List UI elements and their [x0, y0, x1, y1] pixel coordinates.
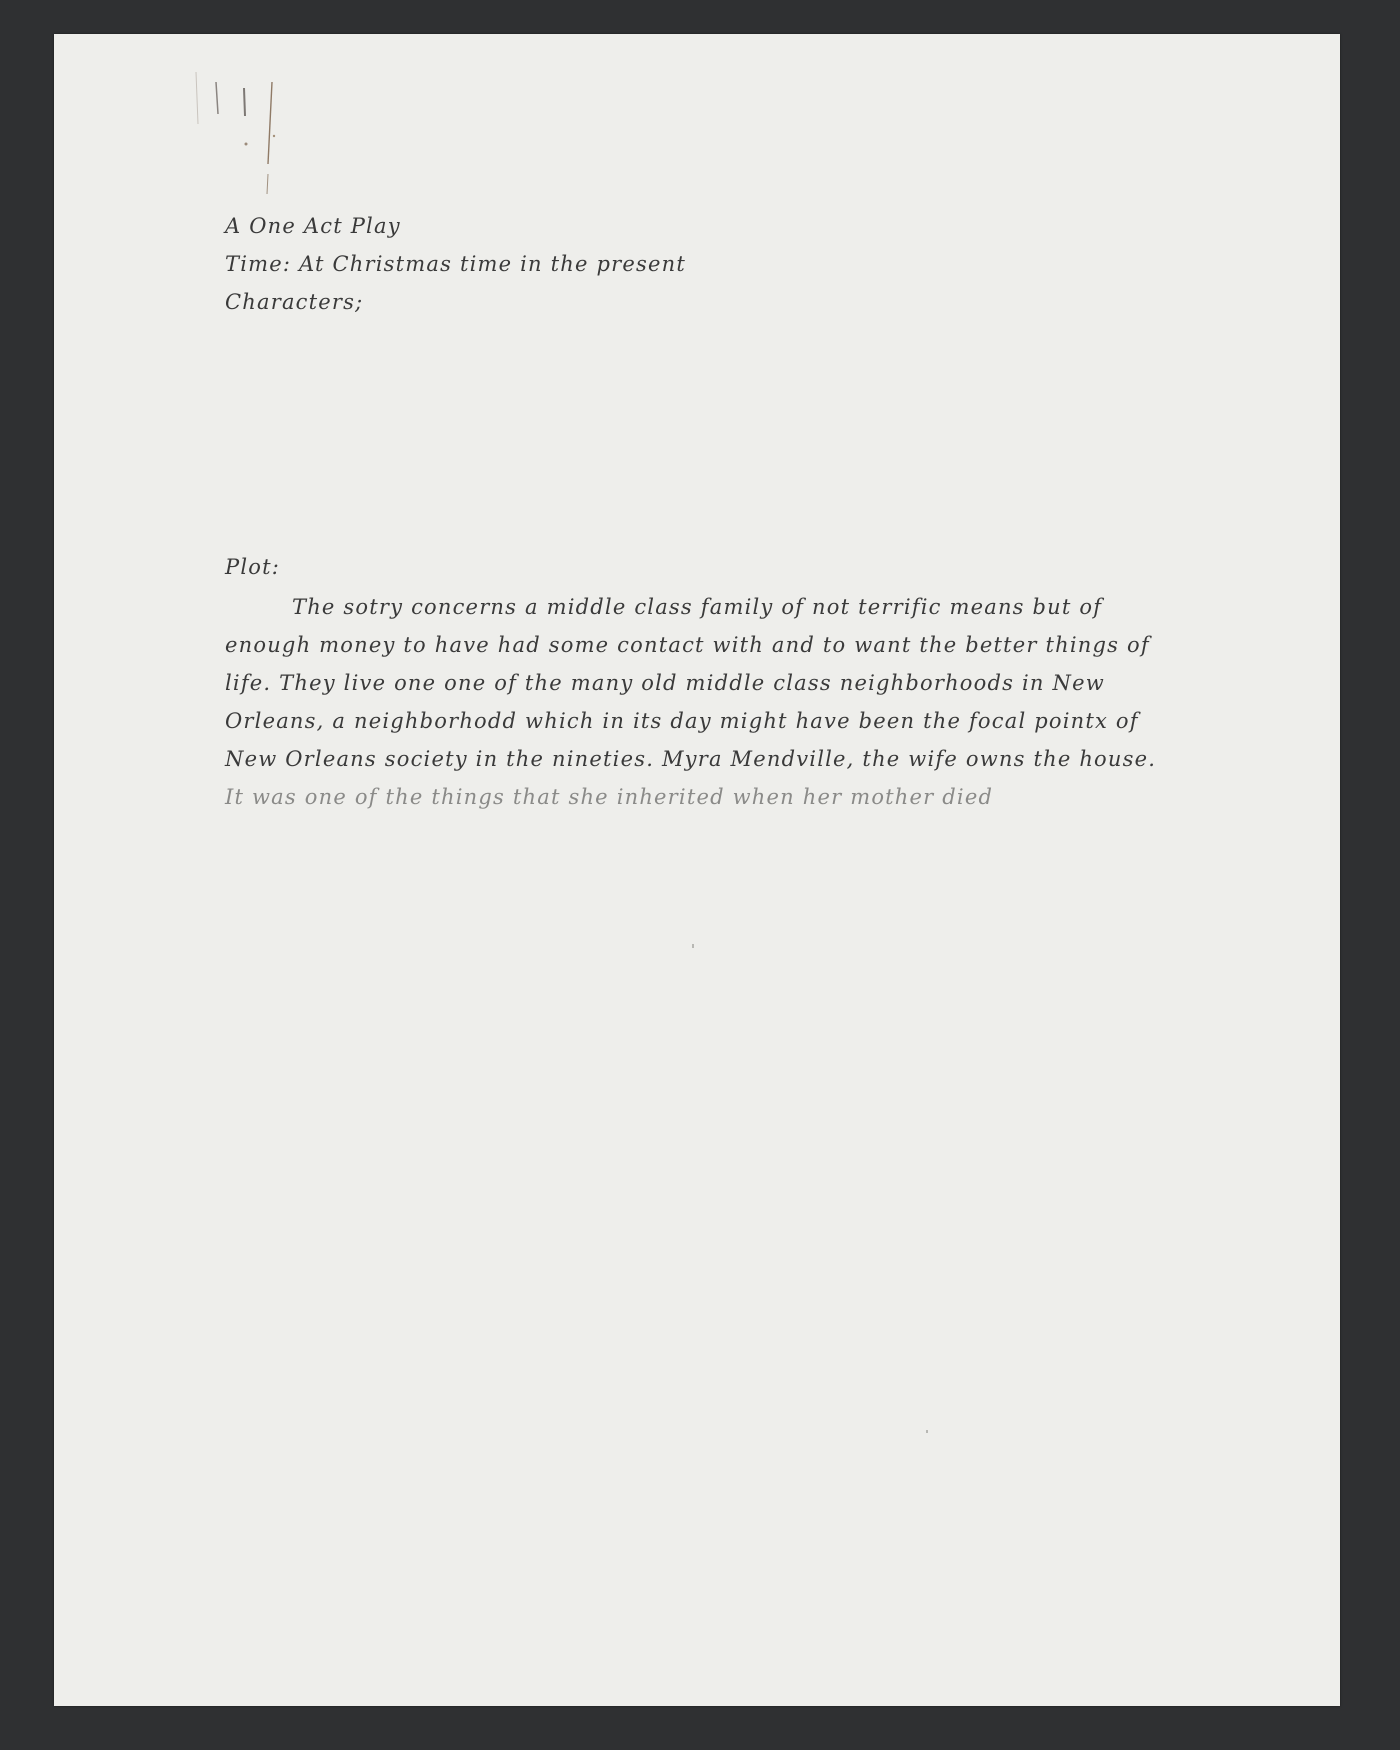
plot-line: enough money to have had some contact with and to want the better things of — [225, 633, 1150, 657]
paper-speck — [926, 1430, 928, 1433]
plot-line: Orleans, a neighborhodd which in its day might have been the focal pointx of — [225, 709, 1139, 733]
pencil-marks — [154, 54, 314, 224]
plot-line: life. They live one one of the many old middle class neighborhoods in New — [225, 671, 1105, 695]
typed-page — [54, 34, 1340, 1706]
play-title: A One Act Play — [225, 214, 401, 238]
plot-heading: Plot: — [225, 555, 281, 579]
plot-line: It was one of the things that she inherited when her mother died — [225, 785, 994, 809]
time-line: Time: At Christmas time in the present — [225, 252, 687, 276]
paper-speck — [692, 944, 694, 948]
plot-line: New Orleans society in the nineties. Myra Mendville, the wife owns the house. — [225, 747, 1157, 771]
plot-line: The sotry concerns a middle class family of not terrific means but of — [292, 595, 1103, 619]
characters-label: Characters; — [225, 290, 364, 314]
